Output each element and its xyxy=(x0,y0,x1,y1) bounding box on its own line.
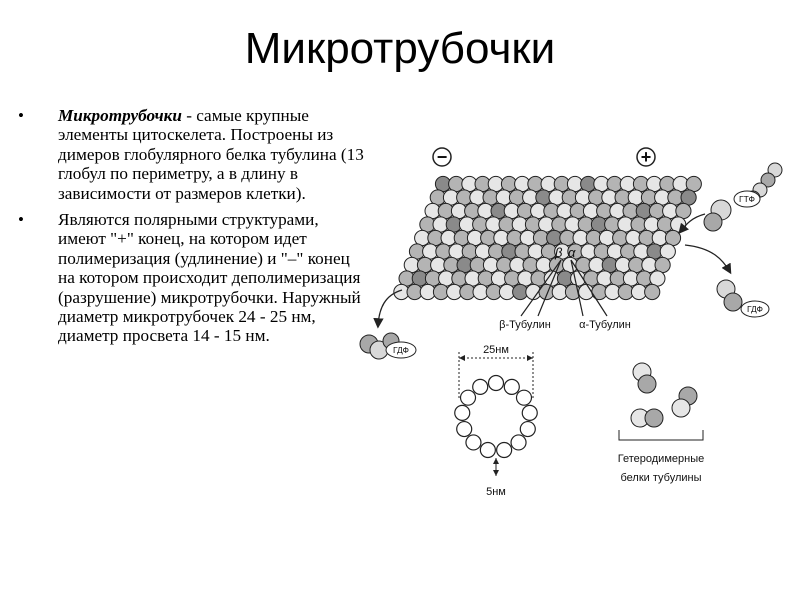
svg-text:ГДФ: ГДФ xyxy=(746,304,764,314)
ring-protofilament xyxy=(461,390,476,405)
ring-protofilament xyxy=(457,422,472,437)
tubulin-globule xyxy=(660,244,675,259)
ring-protofilament xyxy=(466,435,481,450)
heterodimer-label-line2: белки тубулины xyxy=(620,472,702,484)
bullet-dot: • xyxy=(18,210,24,230)
alpha-letter: α xyxy=(568,245,576,260)
svg-text:ГТФ: ГТФ xyxy=(739,194,755,204)
microtubule-diagram xyxy=(355,140,795,520)
ring-protofilament xyxy=(489,376,504,391)
ring-protofilament xyxy=(522,405,537,420)
slide-title: Микротрубочки xyxy=(244,24,556,73)
ring-protofilament xyxy=(473,379,488,394)
tubulin-globule xyxy=(676,203,691,218)
bullet-text: Являются полярными структурами, имеют "+" конец, на котором идет полимеризация (удлинение) и "–" конец на котором происходит деполимеризация (разрушение) микротрубочки. Наружный диаметр микротрубочек 24 - 25 нм, диаметр просвета 14 - 15 нм. xyxy=(58,210,361,346)
beta-tubulin-label: β-Тубулин xyxy=(499,319,551,331)
diameter-label: 25нм xyxy=(483,344,509,356)
lumen-label: 5нм xyxy=(486,486,506,498)
ring-protofilament xyxy=(497,443,512,458)
tubulin-globule xyxy=(650,271,665,286)
microtubule-body xyxy=(394,176,702,299)
bullet-item-polarity xyxy=(18,210,368,346)
heterodimers xyxy=(618,363,704,484)
ring-protofilament xyxy=(455,405,470,420)
gdp-dimers-left xyxy=(360,290,416,359)
cross-section xyxy=(455,344,538,498)
beta-letter: β xyxy=(555,245,563,260)
tubulin-globule xyxy=(671,217,686,232)
tubulin-globule xyxy=(645,284,660,299)
tubulin-globule xyxy=(665,230,680,245)
ring-protofilament xyxy=(511,435,526,450)
minus-end-marker xyxy=(433,147,451,167)
alpha-tubulin-label: α-Тубулин xyxy=(579,319,631,331)
gdp-dimers-right xyxy=(685,245,769,317)
svg-text:ГДФ: ГДФ xyxy=(392,345,410,355)
tubulin-globule xyxy=(681,190,696,205)
ring-protofilament xyxy=(480,443,495,458)
plus-end-marker xyxy=(637,147,655,167)
bullet-list xyxy=(18,106,368,353)
bullet-item-definition xyxy=(18,106,368,203)
bullet-dot: • xyxy=(18,106,24,125)
ring-protofilament xyxy=(516,390,531,405)
heterodimer-label-line1: Гетеродимерные xyxy=(617,453,705,465)
svg-text:+: + xyxy=(640,147,652,167)
ring-protofilament xyxy=(504,379,519,394)
bullet-text: - самые крупные элементы цитоскелета. Построены из димеров глобулярного белка тубулина (13 глобул по периметру, а в длину в зависимости от размеров клетки). xyxy=(58,106,364,203)
ring-protofilament xyxy=(520,422,535,437)
tubulin-globule xyxy=(686,176,701,191)
bullet-term: Микротрубочки xyxy=(58,106,182,125)
tubulin-globule xyxy=(655,257,670,272)
svg-text:−: − xyxy=(436,147,448,167)
